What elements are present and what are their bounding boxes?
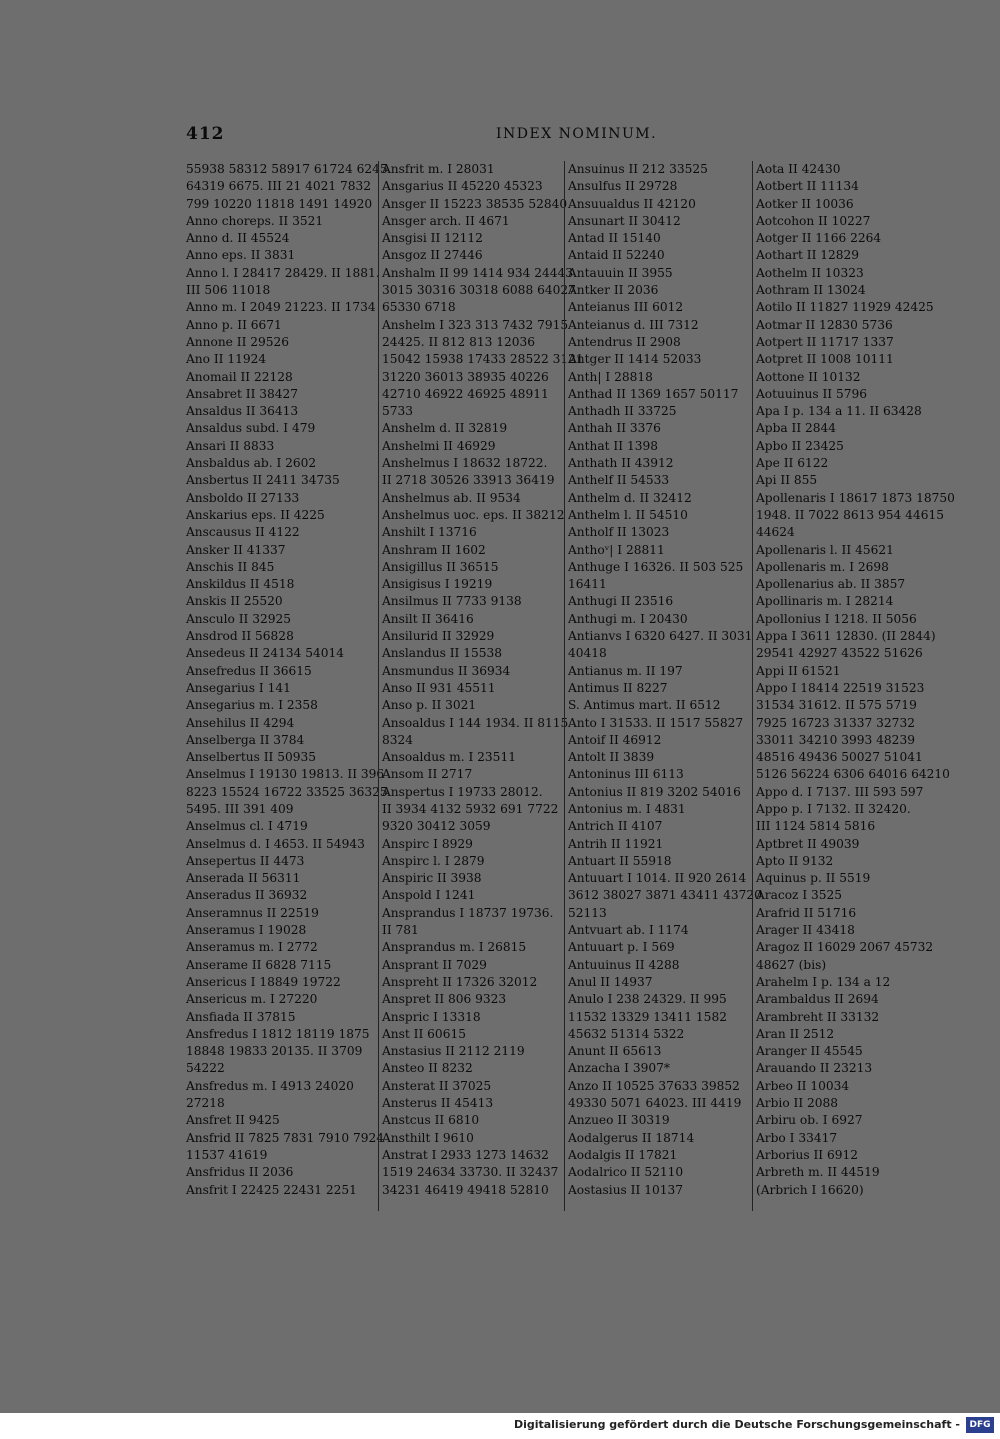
index-entry: Anso p. II 3021 [382, 698, 477, 713]
index-entry: 11537 41619 [186, 1147, 268, 1162]
index-columns [186, 161, 955, 1211]
index-entry: Ansilmus II 7733 9138 [382, 594, 522, 609]
index-entry: Anomail II 22128 [186, 369, 293, 384]
index-entry: 29541 42927 43522 51626 [756, 646, 923, 661]
index-entry: Antolt II 3839 [568, 750, 655, 765]
index-entry: Appo p. I 7132. II 32420. [756, 801, 911, 816]
index-entry: Anselbertus II 50935 [186, 750, 317, 765]
index-entry: 24425. II 812 813 12036 [382, 334, 536, 349]
index-entry: Aothart II 12829 [756, 248, 860, 263]
index-entry: Ansefredus II 36615 [186, 663, 312, 678]
index-entry: Apollinaris m. I 28214 [756, 594, 894, 609]
index-entry: 1948. II 7022 8613 954 44615 [756, 507, 944, 522]
index-entry: 55938 58312 58917 61724 6245 [186, 162, 388, 176]
index-entry: Anspiric II 3938 [382, 871, 482, 886]
index-entry: Aostasius II 10137 [568, 1182, 683, 1197]
index-entry: Ansteo II 8232 [382, 1061, 473, 1076]
index-entry: Anspreht II 17326 32012 [382, 974, 538, 989]
index-entry: Anthath II 43912 [568, 456, 674, 471]
index-entry: Ansprant II 7029 [382, 957, 487, 972]
index-entry: Apollenarius ab. II 3857 [756, 577, 906, 592]
index-entry: Ansegarius m. I 2358 [186, 698, 318, 713]
index-entry: Ape II 6122 [756, 456, 829, 471]
index-entry: Aodalgis II 17821 [568, 1147, 678, 1162]
index-entry: Api II 855 [756, 473, 818, 488]
index-entry: Anno p. II 6671 [186, 317, 282, 332]
index-entry: Anspric I 13318 [382, 1009, 481, 1024]
index-entry: Antonius II 819 3202 54016 [568, 784, 741, 799]
index-entry: Ansuualdus II 42120 [568, 196, 696, 211]
index-entry: Ansegarius I 141 [186, 680, 291, 695]
index-entry: Arager II 43418 [756, 923, 855, 938]
index-entry: Arbo I 33417 [756, 1130, 838, 1145]
index-entry: Anno d. II 45524 [186, 231, 290, 246]
index-entry: Ansulfus II 29728 [568, 179, 678, 194]
index-entry: Anthelm l. II 54510 [568, 507, 688, 522]
index-entry: II 2718 30526 33913 36419 [382, 473, 555, 488]
index-entry: 42710 46922 46925 48911 [382, 386, 549, 401]
index-entry: 799 10220 11818 1491 14920 [186, 196, 373, 211]
index-entry: Anthadh II 33725 [568, 404, 677, 419]
index-entry: Antendrus II 2908 [568, 334, 681, 349]
index-entry: Aptbret II 49039 [756, 836, 860, 851]
index-entry: Ansculo II 32925 [186, 611, 291, 626]
index-entry: Ansabret II 38427 [186, 386, 299, 401]
index-entry: Anshalm II 99 1414 934 24443 [382, 265, 574, 280]
index-entry: Ansericus m. I 27220 [186, 992, 318, 1007]
index-entry: Appi II 61521 [756, 663, 841, 678]
index-entry: Ansger II 15223 38535 52840 [382, 196, 568, 211]
index-entry: Ansfredus I 1812 18119 1875 [186, 1026, 370, 1041]
page-header [186, 124, 826, 148]
page-number: 412 [186, 124, 225, 144]
index-entry: 52113 [568, 905, 607, 920]
index-entry: 65330 6718 [382, 300, 456, 315]
index-entry: 3612 38027 3871 43411 43720 [568, 888, 762, 903]
index-entry: Anno m. I 2049 21223. II 1734 [186, 300, 376, 315]
index-entry: Aranger II 45545 [756, 1044, 863, 1059]
index-entry: Anschis II 845 [186, 559, 275, 574]
index-entry: Anshelmus I 18632 18722. [382, 456, 548, 471]
index-entry: Appo d. I 7137. III 593 597 [756, 784, 924, 799]
index-entry: Aotcohon II 10227 [756, 213, 871, 228]
index-entry: 31534 31612. II 575 5719 [756, 698, 917, 713]
index-entry: Anulo I 238 24329. II 995 [568, 992, 727, 1007]
index-entry: Apba II 2844 [756, 421, 837, 436]
index-entry: Aotpert II 11717 1337 [756, 334, 894, 349]
index-entry: Anselberga II 3784 [186, 732, 305, 747]
index-column-1 [186, 161, 388, 1211]
index-entry: 33011 34210 3993 48239 [756, 732, 915, 747]
index-entry: Aotuuinus II 5796 [756, 386, 867, 401]
index-entry: 44624 [756, 525, 795, 540]
index-entry: Aotbert II 11134 [756, 179, 859, 194]
index-entry: Ansboldo II 27133 [186, 490, 300, 505]
index-entry: II 3934 4132 5932 691 7722 [382, 801, 559, 816]
index-entry: Anskis II 25520 [186, 594, 283, 609]
index-entry: Anskildus II 4518 [186, 577, 295, 592]
index-entry: Anseramnus II 22519 [186, 905, 319, 920]
index-entry: Aottone II 10132 [756, 369, 861, 384]
index-entry: 48627 (bis) [756, 957, 827, 972]
index-entry: II 781 [382, 923, 419, 938]
index-entry: Anserada II 56311 [186, 871, 301, 886]
index-entry: Ansbertus II 2411 34735 [186, 473, 340, 488]
index-entry: Anshelm d. II 32819 [382, 421, 508, 436]
index-entry: Anthat II 1398 [568, 438, 658, 453]
index-entry: Anthelf II 54533 [568, 473, 670, 488]
index-entry: Ansgisi II 12112 [382, 231, 483, 246]
index-entry: Ansbaldus ab. I 2602 [186, 456, 317, 471]
index-entry: Arahelm I p. 134 a 12 [756, 974, 891, 989]
index-entry: Apollenaris m. I 2698 [756, 559, 889, 574]
index-entry: Ansfrit m. I 28031 [382, 162, 495, 176]
index-entry: Aragoz II 16029 2067 45732 [756, 940, 934, 955]
index-entry: Anseramus I 19028 [186, 923, 307, 938]
index-entry: Anthugi II 23516 [568, 594, 674, 609]
index-entry: Anzo II 10525 37633 39852 [568, 1078, 740, 1093]
index-entry: Apollenaris I 18617 1873 18750 [756, 490, 955, 505]
page-title: INDEX NOMINUM. [496, 126, 658, 142]
index-entry: Ansgoz II 27446 [382, 248, 483, 263]
index-entry: Apto II 9132 [756, 853, 834, 868]
index-entry: Arbeo II 10034 [756, 1078, 850, 1093]
index-entry: Anstcus II 6810 [382, 1113, 480, 1128]
index-entry: Ansericus I 18849 19722 [186, 974, 341, 989]
index-entry: Antuuart I 1014. II 920 2614 [568, 871, 747, 886]
index-entry: 49330 5071 64023. III 4419 [568, 1096, 742, 1111]
index-entry: Anslandus II 15538 [382, 646, 502, 661]
index-entry: Antianus m. II 197 [568, 663, 683, 678]
index-entry: Anzacha I 3907* [568, 1061, 670, 1076]
index-column-2 [378, 161, 584, 1211]
index-entry: Ansaldus II 36413 [186, 404, 299, 419]
index-entry: Anno choreps. II 3521 [186, 213, 324, 228]
index-entry: Anthad II 1369 1657 50117 [568, 386, 739, 401]
index-entry: Arafrid II 51716 [756, 905, 857, 920]
index-entry: Ansgarius II 45220 45323 [382, 179, 543, 194]
index-entry: Antrich II 4107 [568, 819, 663, 834]
index-entry: Ansger arch. II 4671 [382, 213, 510, 228]
index-entry: 3015 30316 30318 6088 64027 [382, 283, 576, 298]
index-entry: 9320 30412 3059 [382, 819, 491, 834]
index-entry: Anno eps. II 3831 [186, 248, 296, 263]
index-entry: Antholf II 13023 [568, 525, 670, 540]
index-entry: Antuuinus II 4288 [568, 957, 680, 972]
index-entry: Aracoz I 3525 [756, 888, 843, 903]
index-entry: Aotger II 1166 2264 [756, 231, 882, 246]
index-entry: Arborius II 6912 [756, 1147, 858, 1162]
index-entry: 16411 [568, 577, 607, 592]
index-entry: Ansepertus II 4473 [186, 853, 305, 868]
index-entry: Anshelmi II 46929 [382, 438, 496, 453]
index-entry: Anunt II 65613 [568, 1044, 662, 1059]
index-entry: Anstrat I 2933 1273 14632 [382, 1147, 549, 1162]
index-entry: Ansedeus II 24134 54014 [186, 646, 345, 661]
index-entry: Ansom II 2717 [382, 767, 473, 782]
index-column-3 [564, 161, 762, 1211]
index-entry: Ansfredus m. I 4913 24020 [186, 1078, 354, 1093]
index-entry: Aotker II 10036 [756, 196, 854, 211]
index-entry: Anshelm I 323 313 7432 7915 [382, 317, 569, 332]
index-entry: Anst II 60615 [382, 1026, 466, 1041]
index-entry: Ansfrit I 22425 22431 2251 [186, 1182, 357, 1197]
index-entry: (Arbrich I 16620) [756, 1182, 864, 1197]
index-entry: Anseradus II 36932 [186, 888, 308, 903]
index-entry: Apa I p. 134 a 11. II 63428 [756, 404, 922, 419]
index-entry: Anstasius II 2112 2119 [382, 1044, 525, 1059]
index-entry: 31220 36013 38935 40226 [382, 369, 549, 384]
index-entry: Apollenaris l. II 45621 [756, 542, 894, 557]
index-entry: Anso II 931 45511 [382, 680, 496, 695]
index-entry: Appa I 3611 12830. (II 2844) [756, 629, 936, 644]
index-entry: Ansfret II 9425 [186, 1113, 280, 1128]
index-entry: Ansfridus II 2036 [186, 1165, 294, 1180]
index-entry: Anseramus m. I 2772 [186, 940, 318, 955]
index-entry: 8324 [382, 732, 414, 747]
index-entry: Antad II 15140 [568, 231, 661, 246]
index-entry: Anthoᵛ| I 28811 [568, 542, 665, 557]
index-entry: 15042 15938 17433 28522 3121 [382, 352, 584, 367]
index-entry: Anzueo II 30319 [568, 1113, 670, 1128]
index-entry: 45632 51314 5322 [568, 1026, 685, 1041]
index-entry: Antoif II 46912 [568, 732, 662, 747]
footer-bar [0, 1413, 1000, 1439]
index-entry: Arbiru ob. I 6927 [756, 1113, 863, 1128]
index-column-4 [752, 161, 955, 1211]
index-entry: Ansthilt I 9610 [382, 1130, 474, 1145]
index-entry: Anselmus I 19130 19813. II 396 [186, 767, 385, 782]
index-entry: Ansilurid II 32929 [382, 629, 495, 644]
index-entry: III 1124 5814 5816 [756, 819, 876, 834]
index-entry: Apollonius I 1218. II 5056 [756, 611, 917, 626]
index-entry: Aothelm II 10323 [756, 265, 864, 280]
index-entry: Ansigillus II 36515 [382, 559, 499, 574]
index-entry: Arbreth m. II 44519 [756, 1165, 880, 1180]
index-entry: Ansterus II 45413 [382, 1096, 494, 1111]
index-entry: Anto I 31533. II 1517 55827 [568, 715, 744, 730]
index-entry: Ansehilus II 4294 [186, 715, 295, 730]
index-entry: Anteianus d. III 7312 [568, 317, 699, 332]
index-entry: Antaid II 52240 [568, 248, 665, 263]
index-entry: Ansterat II 37025 [382, 1078, 492, 1093]
index-entry: Antonius m. I 4831 [568, 801, 686, 816]
index-entry: 7925 16723 31337 32732 [756, 715, 915, 730]
index-entry: Antuuart p. I 569 [568, 940, 675, 955]
index-entry: Anthuge I 16326. II 503 525 [568, 559, 744, 574]
index-entry: Antuart II 55918 [568, 853, 672, 868]
index-entry: Ansfrid II 7825 7831 7910 7924 [186, 1130, 385, 1145]
index-entry: Anth| I 28818 [568, 369, 653, 384]
index-entry: Anteianus III 6012 [568, 300, 684, 315]
index-entry: 54222 [186, 1061, 225, 1076]
index-entry: Ansdrod II 56828 [186, 629, 294, 644]
index-entry: 27218 [186, 1096, 225, 1111]
index-entry: 34231 46419 49418 52810 [382, 1182, 549, 1197]
index-entry: 11532 13329 13411 1582 [568, 1009, 727, 1024]
index-entry: Anserame II 6828 7115 [186, 957, 332, 972]
index-entry: Antrih II 11921 [568, 836, 664, 851]
index-entry: III 506 11018 [186, 283, 271, 298]
index-entry: Ansprandus I 18737 19736. [382, 905, 554, 920]
index-entry: Anno l. I 28417 28429. II 1881. [186, 265, 380, 280]
index-entry: Arauando II 23213 [756, 1061, 873, 1076]
index-entry: Ansmundus II 36934 [382, 663, 511, 678]
index-entry: Anselmus cl. I 4719 [186, 819, 308, 834]
index-entry: 18848 19833 20135. II 3709 [186, 1044, 363, 1059]
index-entry: Aodalrico II 52110 [568, 1165, 684, 1180]
dfg-logo-icon: DFG [966, 1417, 994, 1433]
index-entry: Anthelm d. II 32412 [568, 490, 692, 505]
index-entry: Anselmus d. I 4653. II 54943 [186, 836, 365, 851]
index-entry: Anshelmus uoc. eps. II 38212 [382, 507, 565, 522]
index-entry: Anspertus I 19733 28012. [382, 784, 543, 799]
index-entry: 8223 15524 16722 33525 36325 [186, 784, 388, 799]
index-entry: Ansker II 41337 [186, 542, 286, 557]
index-entry: Anshelmus ab. II 9534 [382, 490, 521, 505]
index-entry: 64319 6675. III 21 4021 7832 [186, 179, 372, 194]
index-entry: Antauuin II 3955 [568, 265, 673, 280]
index-entry: Aotilo II 11827 11929 42425 [756, 300, 934, 315]
funding-note: Digitalisierung gefördert durch die Deutsche Forschungsgemeinschaft - [513, 1418, 960, 1431]
index-entry: Annone II 29526 [186, 334, 290, 349]
index-entry: Antianvs I 6320 6427. II 3031 [568, 629, 753, 644]
index-entry: Anul II 14937 [568, 974, 653, 989]
index-entry: Appo I 18414 22519 31523 [756, 680, 925, 695]
index-entry: Aothram II 13024 [756, 283, 866, 298]
index-entry: Aotmar II 12830 5736 [756, 317, 893, 332]
index-entry: Antimus II 8227 [568, 680, 668, 695]
index-entry: Aotpret II 1008 10111 [756, 352, 894, 367]
index-entry: Anscausus II 4122 [186, 525, 300, 540]
index-entry: 48516 49436 50027 51041 [756, 750, 923, 765]
index-entry: Ansari II 8833 [186, 438, 275, 453]
index-entry: Ansilt II 36416 [382, 611, 474, 626]
index-entry: Ansprandus m. I 26815 [382, 940, 527, 955]
index-entry: Anspold I 1241 [382, 888, 476, 903]
index-entry: Antker II 2036 [568, 283, 659, 298]
index-entry: Ansuinus II 212 33525 [568, 162, 708, 176]
index-entry: Apbo II 23425 [756, 438, 844, 453]
index-entry: 1519 24634 33730. II 32437 [382, 1165, 559, 1180]
index-entry: Aquinus p. II 5519 [756, 871, 871, 886]
index-entry: 5733 [382, 404, 414, 419]
index-entry: Ansaldus subd. I 479 [186, 421, 316, 436]
index-entry: Anshram II 1602 [382, 542, 486, 557]
index-entry: Ansfiada II 37815 [186, 1009, 296, 1024]
index-entry: Anspirc I 8929 [382, 836, 473, 851]
index-entry: Aran II 2512 [756, 1026, 835, 1041]
index-entry: 5495. III 391 409 [186, 801, 294, 816]
index-entry: Antger II 1414 52033 [568, 352, 702, 367]
index-entry: Antoninus III 6113 [568, 767, 684, 782]
index-entry: Ansigisus I 19219 [382, 577, 493, 592]
index-entry: Anspirc l. I 2879 [382, 853, 485, 868]
index-entry: Ansoaldus I 144 1934. II 8115 [382, 715, 569, 730]
index-entry: Anskarius eps. II 4225 [186, 507, 325, 522]
index-entry: Anthugi m. I 20430 [568, 611, 688, 626]
index-entry: Aodalgerus II 18714 [568, 1130, 695, 1145]
index-entry: Arambaldus II 2694 [756, 992, 879, 1007]
index-entry: Arambreht II 33132 [756, 1009, 880, 1024]
index-entry: Antvuart ab. I 1174 [568, 923, 689, 938]
index-entry: 40418 [568, 646, 607, 661]
index-entry: Arbio II 2088 [756, 1096, 839, 1111]
index-entry: S. Antimus mart. II 6512 [568, 698, 721, 713]
index-entry: Ansoaldus m. I 23511 [382, 750, 516, 765]
index-entry: Ano II 11924 [186, 352, 267, 367]
index-entry: Anshilt I 13716 [382, 525, 477, 540]
index-entry: Anspret II 806 9323 [382, 992, 507, 1007]
index-entry: Ansunart II 30412 [568, 213, 681, 228]
index-entry: Aota II 42430 [756, 162, 841, 176]
index-entry: 5126 56224 6306 64016 64210 [756, 767, 950, 782]
index-entry: Anthah II 3376 [568, 421, 661, 436]
